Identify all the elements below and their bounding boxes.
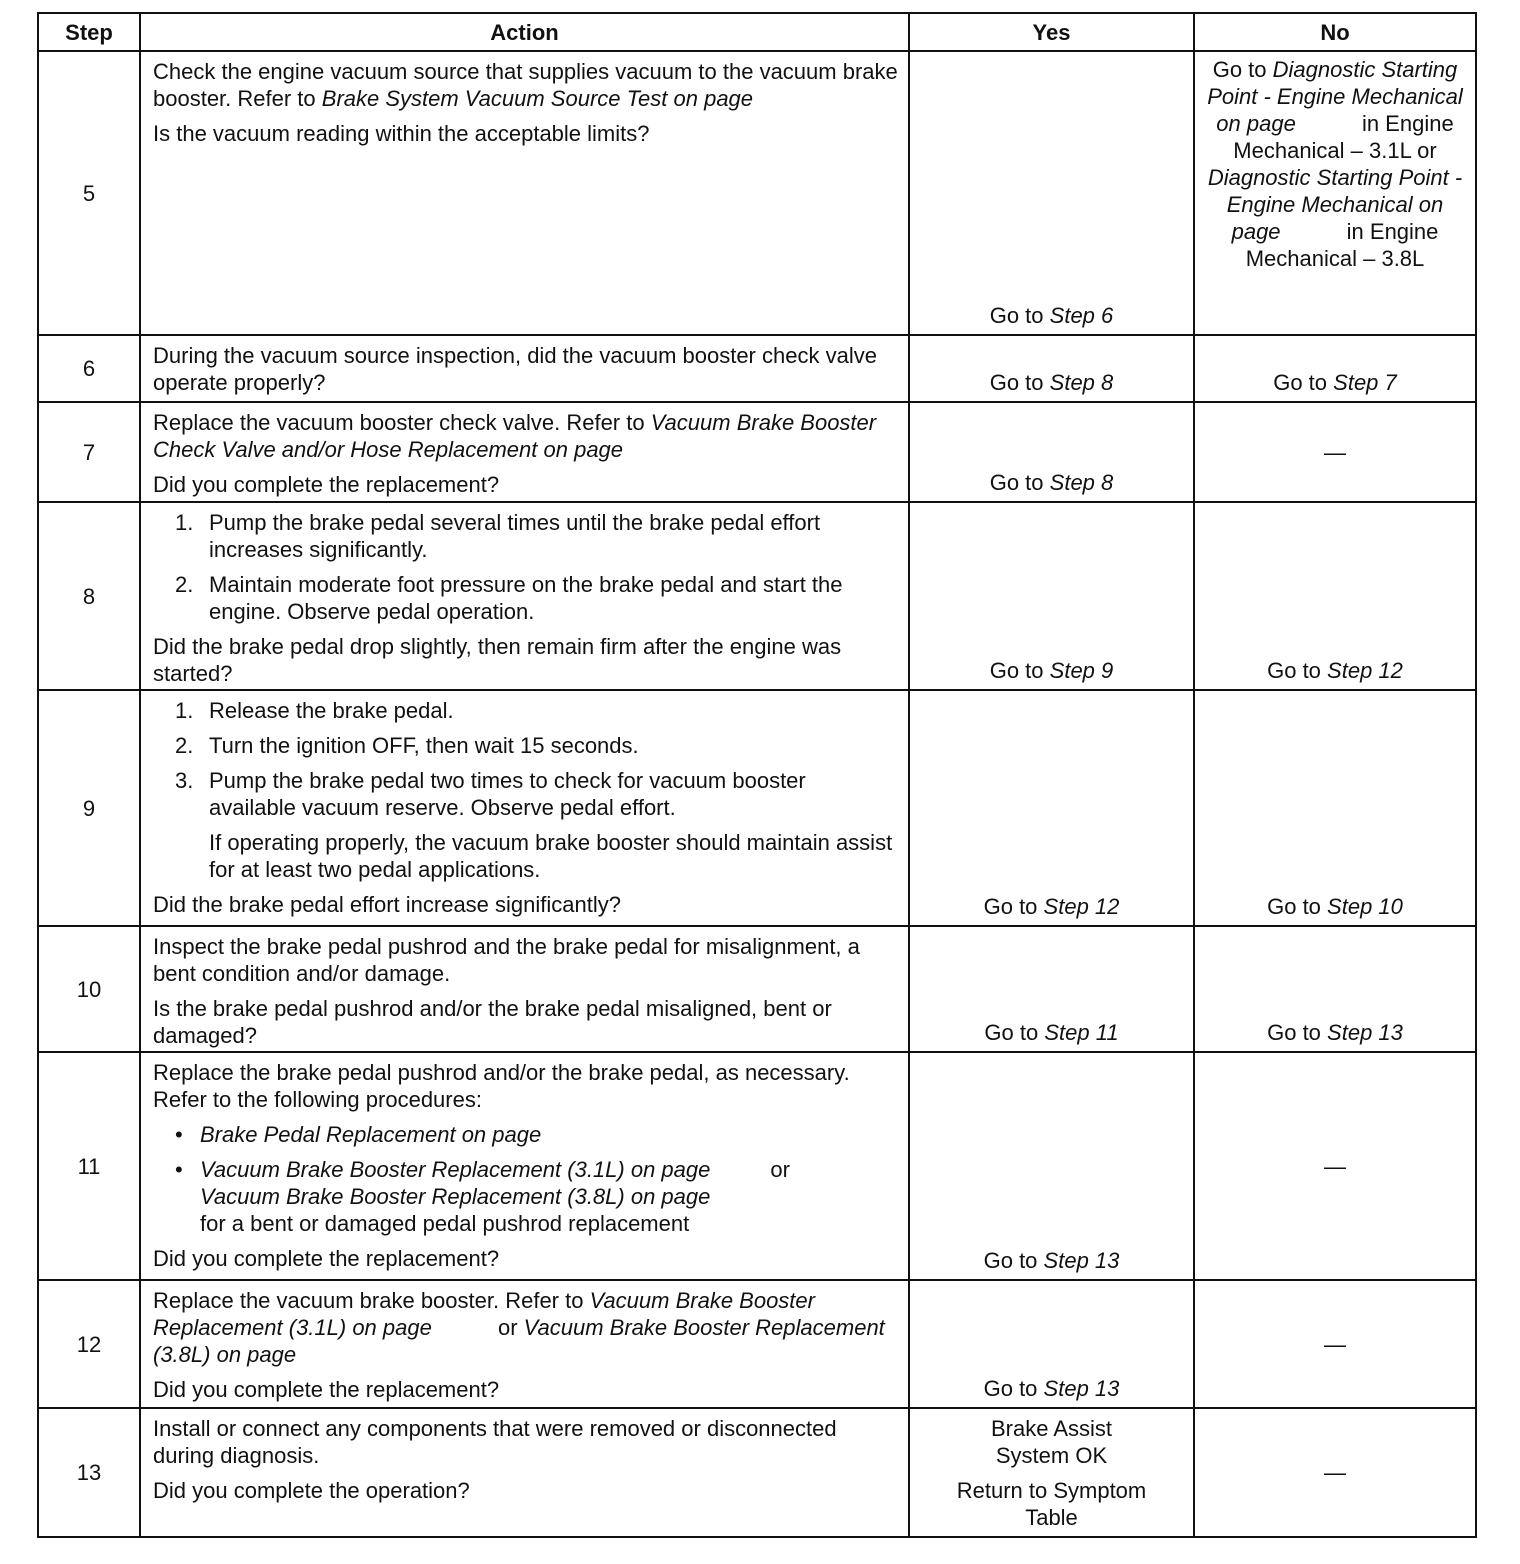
- action-cell: [140, 335, 909, 402]
- step-number: 5: [38, 51, 140, 335]
- table-row-step-8: [38, 502, 1476, 690]
- action-cell: [140, 690, 909, 926]
- diagnostic-table: [37, 12, 1477, 1538]
- yes-cell: Go to Step 8: [909, 335, 1194, 402]
- no-cell: [1194, 1052, 1476, 1280]
- action-cell: [140, 51, 909, 335]
- table-row-step-12: [38, 1280, 1476, 1408]
- action-steps: [153, 697, 898, 883]
- list-item: 1. Release the brake pedal.: [175, 698, 454, 723]
- no-reference-2: Diagnostic Starting Point - Engine Mechanical on page in Engine Mechanical – 3.8L: [1207, 165, 1463, 271]
- no-dash: —: [1324, 1153, 1346, 1179]
- no-step-link[interactable]: Step 12: [1327, 658, 1403, 683]
- no-cell: Go to Step 13: [1194, 926, 1476, 1052]
- step-number: 6: [38, 335, 140, 402]
- list-item: 2. Turn the ignition OFF, then wait 15 seconds.: [175, 733, 639, 758]
- no-cell: [1194, 1280, 1476, 1408]
- yes-cell: Go to Step 13: [909, 1280, 1194, 1408]
- action-question: Is the brake pedal pushrod and/or the brake pedal misaligned, bent or damaged?: [153, 996, 832, 1048]
- action-question: Did the brake pedal drop slightly, then remain firm after the engine was started?: [153, 634, 842, 686]
- procedure-link[interactable]: Vacuum Brake Booster Replacement (3.8L) on page: [153, 1315, 885, 1367]
- yes-cell: Go to Step 8: [909, 402, 1194, 502]
- yes-cell: Go to Step 9: [909, 502, 1194, 690]
- no-dash: —: [1324, 439, 1346, 465]
- no-cell: [1194, 51, 1476, 335]
- action-steps: [153, 509, 898, 625]
- action-cell: [140, 402, 909, 502]
- yes-cell: [909, 1408, 1194, 1537]
- yes-step-link[interactable]: Step 8: [1049, 370, 1114, 395]
- step-number: 8: [38, 502, 140, 690]
- procedure-list: [153, 1121, 898, 1237]
- yes-step-link[interactable]: Step 13: [1043, 1248, 1120, 1273]
- procedure-link[interactable]: Brake System Vacuum Source Test on page: [321, 86, 754, 111]
- yes-cell: Go to Step 11: [909, 926, 1194, 1052]
- table-row-step-9: [38, 690, 1476, 926]
- action-cell: [140, 1052, 909, 1280]
- step-number: 13: [38, 1408, 140, 1537]
- action-question: During the vacuum source inspection, did the vacuum booster check valve operate properly?: [153, 343, 877, 395]
- yes-step-link[interactable]: Step 9: [1049, 658, 1114, 683]
- no-cell: [1194, 402, 1476, 502]
- yes-cell: Go to Step 6: [909, 51, 1194, 335]
- no-cell: [1194, 1408, 1476, 1537]
- action-question: Did you complete the replacement?: [153, 472, 500, 497]
- yes-cell: Go to Step 13: [909, 1052, 1194, 1280]
- procedure-link[interactable]: Diagnostic Starting Point - Engine Mechanical on page: [1207, 57, 1463, 136]
- table-row-step-5: [38, 51, 1476, 335]
- procedure-link[interactable]: Vacuum Brake Booster Replacement (3.1L) on page: [153, 1288, 815, 1340]
- procedure-link[interactable]: Diagnostic Starting Point - Engine Mechanical on page: [1207, 165, 1463, 244]
- yes-result: Return to Symptom Table: [956, 1478, 1147, 1530]
- procedure-link[interactable]: Vacuum Brake Booster Replacement (3.1L) on page: [200, 1157, 711, 1182]
- action-instruction: Replace the brake pedal pushrod and/or the brake pedal, as necessary. Refer to the following procedures:: [153, 1060, 850, 1112]
- action-question: Did you complete the replacement?: [153, 1377, 500, 1402]
- action-instruction: Replace the vacuum brake booster. Refer to Vacuum Brake Booster Replacement (3.1L) on page or Vacuum Brake Booster Replacement (3.8L) on page: [153, 1288, 885, 1367]
- step-number: 7: [38, 402, 140, 502]
- list-item: 3. Pump the brake pedal two times to check for vacuum booster available vacuum reserve. Observe pedal effort. If operating properly, the vacuum brake booster should maintain assist for at least two pedal applications.: [153, 767, 898, 883]
- no-dash: —: [1324, 1460, 1346, 1485]
- no-cell: Go to Step 10: [1194, 690, 1476, 926]
- no-dash: —: [1324, 1331, 1346, 1357]
- list-item-note: If operating properly, the vacuum brake booster should maintain assist for at least two pedal applications.: [209, 830, 893, 882]
- action-question: Is the vacuum reading within the acceptable limits?: [153, 121, 650, 146]
- no-reference-1: Go to Diagnostic Starting Point - Engine Mechanical on page in Engine Mechanical – 3.1L or: [1207, 57, 1463, 163]
- action-cell: [140, 502, 909, 690]
- yes-step-link[interactable]: Step 13: [1043, 1376, 1120, 1401]
- table-row-step-13: [38, 1408, 1476, 1537]
- action-question: Did the brake pedal effort increase significantly?: [153, 892, 621, 917]
- table-row-step-7: [38, 402, 1476, 502]
- step-number: 11: [38, 1052, 140, 1280]
- action-question: Did you complete the replacement?: [153, 1246, 500, 1271]
- no-step-link[interactable]: Step 10: [1327, 894, 1403, 919]
- yes-step-link[interactable]: Step 8: [1049, 470, 1114, 495]
- step-number: 12: [38, 1280, 140, 1408]
- yes-result: Brake Assist System OK: [990, 1416, 1113, 1468]
- procedure-link[interactable]: Vacuum Brake Booster Check Valve and/or Hose Replacement on page: [153, 410, 877, 462]
- action-instruction: Inspect the brake pedal pushrod and the brake pedal for misalignment, a bent condition and/or damage.: [153, 934, 860, 986]
- table-row-step-6: [38, 335, 1476, 402]
- list-item: • Brake Pedal Replacement on page: [175, 1122, 542, 1147]
- procedure-link[interactable]: Vacuum Brake Booster Replacement (3.8L) on page: [200, 1184, 711, 1209]
- list-item: 1. Pump the brake pedal several times until the brake pedal effort increases significantly.: [175, 510, 821, 562]
- header-row: [38, 13, 1476, 51]
- table-row-step-11: [38, 1052, 1476, 1280]
- action-cell: [140, 926, 909, 1052]
- action-cell: [140, 1280, 909, 1408]
- no-step-link[interactable]: Step 7: [1333, 370, 1397, 395]
- procedure-link[interactable]: Brake Pedal Replacement on page: [200, 1122, 542, 1147]
- yes-step-link[interactable]: Step 6: [1049, 303, 1114, 328]
- no-step-link[interactable]: Step 13: [1327, 1020, 1403, 1045]
- header-action: Action: [140, 13, 909, 51]
- yes-step-link[interactable]: Step 12: [1043, 894, 1120, 919]
- action-instruction: Check the engine vacuum source that supplies vacuum to the vacuum brake booster. Refer to Brake System Vacuum Source Test on page: [153, 59, 898, 111]
- table-row-step-10: [38, 926, 1476, 1052]
- step-number: 9: [38, 690, 140, 926]
- action-cell: [140, 1408, 909, 1537]
- no-cell: Go to Step 7: [1194, 335, 1476, 402]
- action-instruction: Replace the vacuum booster check valve. Refer to Vacuum Brake Booster Check Valve and/or Hose Replacement on page: [153, 410, 877, 462]
- list-item: • Vacuum Brake Booster Replacement (3.1L) on page or Vacuum Brake Booster Replacement (3.8L) on page for a bent or damaged pedal pushrod replacement: [175, 1157, 790, 1236]
- header-step: Step: [38, 13, 140, 51]
- no-cell: Go to Step 12: [1194, 502, 1476, 690]
- action-question: Did you complete the operation?: [153, 1478, 470, 1503]
- yes-cell: Go to Step 12: [909, 690, 1194, 926]
- header-no: No: [1194, 13, 1476, 51]
- header-yes: Yes: [909, 13, 1194, 51]
- action-instruction: Install or connect any components that were removed or disconnected during diagnosis.: [153, 1416, 837, 1468]
- step-number: 10: [38, 926, 140, 1052]
- yes-step-link[interactable]: Step 11: [1044, 1020, 1119, 1045]
- list-item: 2. Maintain moderate foot pressure on the brake pedal and start the engine. Observe pedal operation.: [175, 572, 843, 624]
